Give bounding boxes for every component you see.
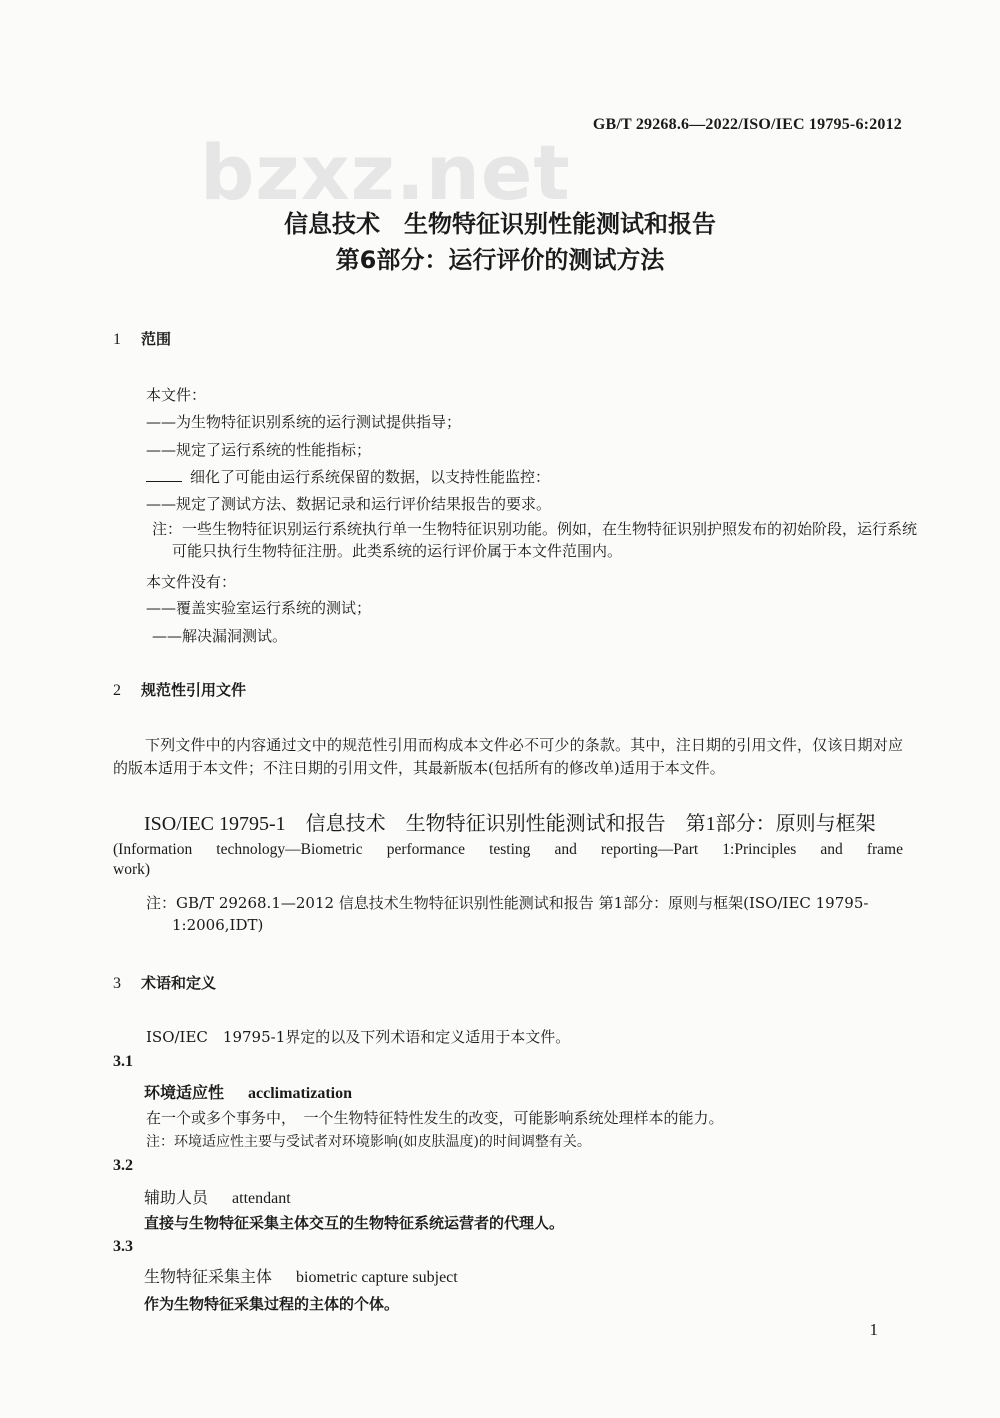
scope-item: ——规定了运行系统的性能指标； bbox=[146, 441, 372, 459]
section-3-heading bbox=[113, 972, 216, 993]
title-line-1: 信息技术 生物特征识别性能测试和报告 bbox=[284, 210, 716, 238]
scope-not-intro: 本文件没有： bbox=[146, 573, 237, 591]
scope-item-text: 细化了可能由运行系统保留的数据，以支持性能监控： bbox=[190, 468, 551, 486]
section-2-heading bbox=[113, 679, 246, 700]
term-note: 注：环境适应性主要与受试者对环境影响(如皮肤温度)的时间调整有关。 bbox=[146, 1134, 591, 1150]
section-title: 范围 bbox=[141, 330, 172, 348]
term-number: 3.3 bbox=[113, 1238, 133, 1255]
section-title: 术语和定义 bbox=[141, 974, 217, 992]
title-line-2: 第6部分：运行评价的测试方法 bbox=[335, 246, 665, 274]
term-definition: 作为生物特征采集过程的主体的个体。 bbox=[144, 1295, 400, 1313]
standard-number: GB/T 29268.6—2022/ISO/IEC 19795-6:2012 bbox=[592, 116, 902, 133]
term-heading bbox=[144, 1185, 291, 1208]
reference-english-title: (Information technology—Biometric performance testing and reporting—Part 1:Principles and frame bbox=[113, 841, 903, 858]
blank-line-mark bbox=[146, 467, 182, 482]
term-definition: 在一个或多个事务中， 一个生物特征特性发生的改变，可能影响系统处理样本的能力。 bbox=[146, 1109, 724, 1127]
section-number: 1 bbox=[113, 331, 121, 348]
reference-entry: ISO/IEC 19795-1 信息技术 生物特征识别性能测试和报告 第1部分：原则与框架 bbox=[144, 813, 876, 835]
term-definition: 直接与生物特征采集主体交互的生物特征系统运营者的代理人。 bbox=[144, 1214, 565, 1232]
scope-intro: 本文件： bbox=[146, 386, 207, 404]
watermark: bzxz.net bbox=[200, 128, 571, 217]
section-number: 3 bbox=[113, 975, 121, 992]
term-chinese: 环境适应性 bbox=[144, 1083, 225, 1102]
term-english: acclimatization bbox=[248, 1085, 352, 1102]
term-number: 3.2 bbox=[113, 1157, 133, 1174]
term-chinese: 生物特征采集主体 bbox=[144, 1267, 273, 1286]
term-heading bbox=[144, 1264, 458, 1287]
term-english: attendant bbox=[232, 1190, 291, 1207]
term-heading bbox=[144, 1080, 352, 1103]
normative-refs-paragraph: 下列文件中的内容通过文中的规范性引用而构成本文件必不可少的条款。其中，注日期的引用文件，仅该日期对应的版本适用于本文件；不注日期的引用文件，其最新版本(包括所有的修改单)适用于本文件。 bbox=[113, 736, 903, 777]
scope-item: ——规定了测试方法、数据记录和运行评价结果报告的要求。 bbox=[146, 495, 552, 513]
reference-english-title-cont: work) bbox=[113, 861, 151, 878]
term-chinese: 辅助人员 bbox=[144, 1188, 209, 1207]
scope-item bbox=[146, 466, 550, 487]
scope-note: 注：一些生物特征识别运行系统执行单一生物特征识别功能。例如，在生物特征识别护照发布的初始阶段，运行系统可能只执行生物特征注册。此类系统的运行评价属于本文件范围内。 bbox=[152, 520, 918, 560]
section-number: 2 bbox=[113, 682, 121, 699]
section-1-heading bbox=[113, 328, 171, 349]
terms-intro: ISO/IEC 19795-1界定的以及下列术语和定义适用于本文件。 bbox=[146, 1028, 571, 1046]
scope-not-item: ——解决漏洞测试。 bbox=[152, 627, 288, 645]
reference-note: 注：GB/T 29268.1—2012 信息技术生物特征识别性能测试和报告 第1部分：原则与框架(ISO/IEC 19795-1:2006,IDT) bbox=[146, 894, 869, 934]
scope-item: ——为生物特征识别系统的运行测试提供指导； bbox=[146, 413, 462, 431]
term-english: biometric capture subject bbox=[296, 1269, 458, 1286]
page-number: 1 bbox=[869, 1320, 878, 1339]
section-title: 规范性引用文件 bbox=[141, 681, 247, 699]
scope-not-item: ——覆盖实验室运行系统的测试； bbox=[146, 599, 372, 617]
term-number: 3.1 bbox=[113, 1053, 133, 1070]
